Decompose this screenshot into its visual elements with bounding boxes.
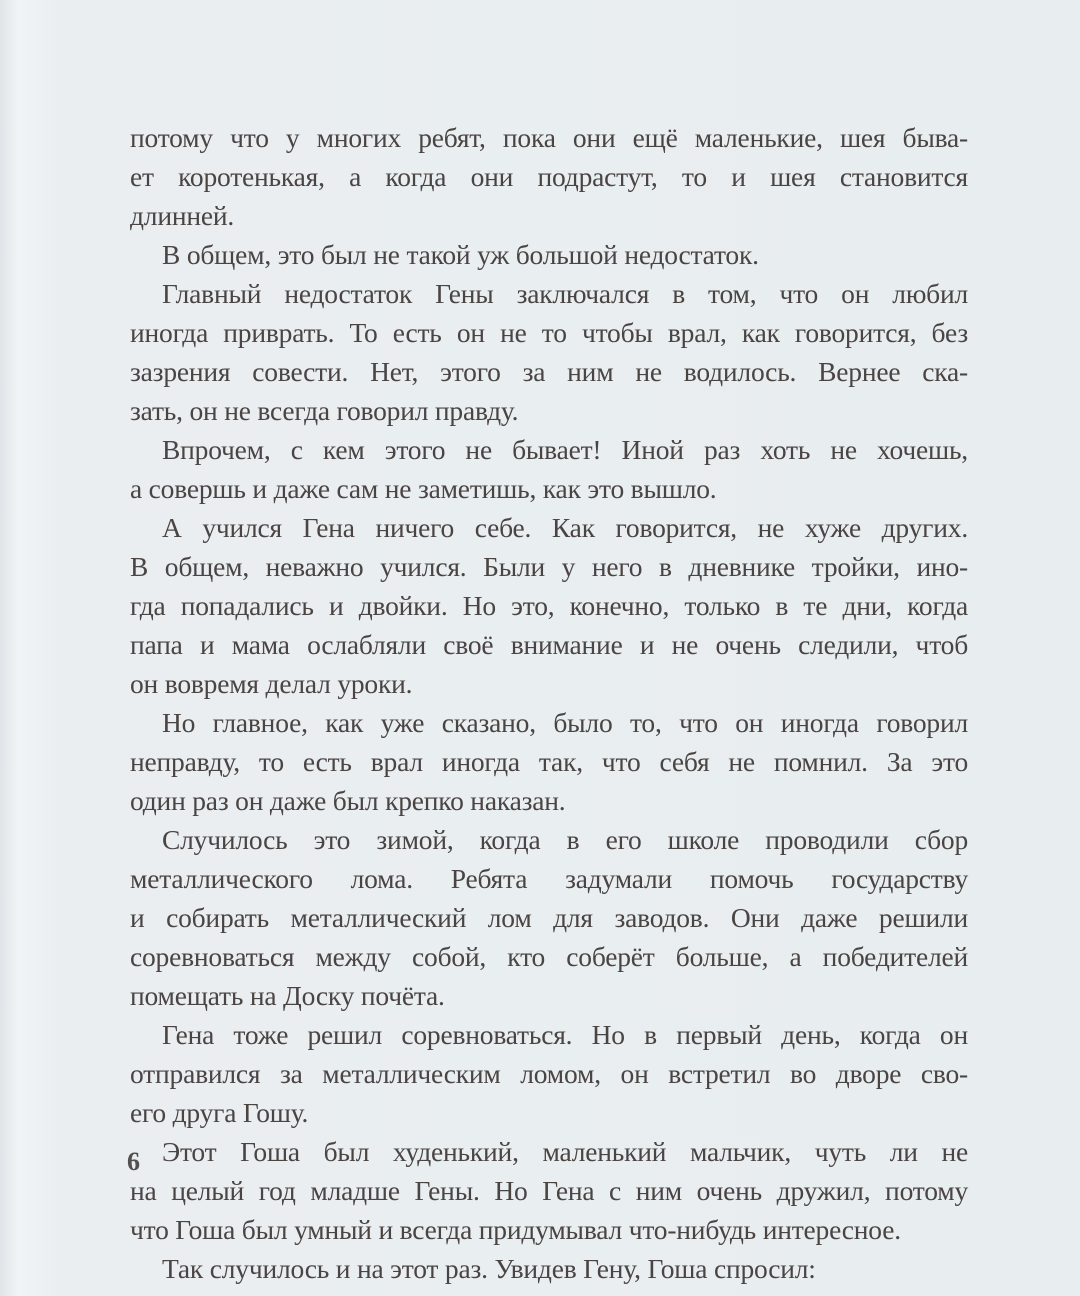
text-line: отправился за металлическим ломом, он встретил во дворе сво- [130, 1058, 968, 1089]
text-line: Но главное, как уже сказано, было то, что он иногда говорил [162, 707, 968, 738]
text-line: на целый год младше Гены. Но Гена с ним очень дружил, потому [130, 1175, 968, 1206]
text-line: помещать на Доску почёта. [130, 980, 445, 1011]
paragraph [130, 235, 968, 274]
text-line: Гена тоже решил соревноваться. Но в первый день, когда он [162, 1019, 968, 1050]
text-line: Впрочем, с кем этого не бывает! Иной раз хоть не хочешь, [162, 434, 968, 465]
text-line: папа и мама ослабляли своё внимание и не очень следили, чтоб [130, 629, 968, 660]
text-line: один раз он даже был крепко наказан. [130, 785, 566, 816]
text-line: иногда приврать. То есть он не то чтобы врал, как говорится, без [130, 317, 968, 348]
text-line: металлического лома. Ребята задумали помочь государству [130, 863, 968, 894]
paragraph [130, 1249, 968, 1288]
text-line: неправду, то есть врал иногда так, что себя не помнил. За это [130, 746, 968, 777]
text-line: Случилось это зимой, когда в его школе проводили сбор [162, 824, 968, 855]
text-line: его друга Гошу. [130, 1097, 309, 1128]
text-line: потому что у многих ребят, пока они ещё маленькие, шея быва- [130, 122, 968, 153]
text-line: зазрения совести. Нет, этого за ним не водилось. Вернее ска- [130, 356, 968, 387]
paragraph [130, 1132, 968, 1249]
body-text [130, 118, 968, 1288]
text-line: В общем, это был не такой уж большой недостаток. [162, 239, 759, 270]
text-line: В общем, неважно учился. Были у него в дневнике тройки, ино- [130, 551, 968, 582]
text-line: зать, он не всегда говорил правду. [130, 395, 519, 426]
text-line: соревноваться между собой, кто соберёт больше, а победителей [130, 941, 968, 972]
text-line: Этот Гоша был худенький, маленький мальчик, чуть ли не [162, 1136, 968, 1167]
text-line: Главный недостаток Гены заключался в том, что он любил [162, 278, 968, 309]
text-line: А учился Гена ничего себе. Как говорится, не хуже других. [162, 512, 968, 543]
text-line: гда попадались и двойки. Но это, конечно, только в те дни, когда [130, 590, 968, 621]
text-line: а совершь и даже сам не заметишь, как это вышло. [130, 473, 717, 504]
text-line: что Гоша был умный и всегда придумывал что-нибудь интересное. [130, 1214, 901, 1245]
paragraph [130, 274, 968, 430]
paragraph [130, 1015, 968, 1132]
text-line: ет коротенькая, а когда они подрастут, то и шея становится [130, 161, 968, 192]
paragraph [130, 118, 968, 235]
text-line: длинней. [130, 200, 235, 231]
paragraph [130, 820, 968, 1015]
text-line: и собирать металлический лом для заводов. Они даже решили [130, 902, 968, 933]
text-line: он вовремя делал уроки. [130, 668, 413, 699]
text-line: Так случилось и на этот раз. Увидев Гену, Гоша спросил: [162, 1253, 816, 1284]
paragraph [130, 430, 968, 508]
paragraph [130, 703, 968, 820]
page-number: 6 [127, 1147, 140, 1176]
paragraph [130, 508, 968, 703]
